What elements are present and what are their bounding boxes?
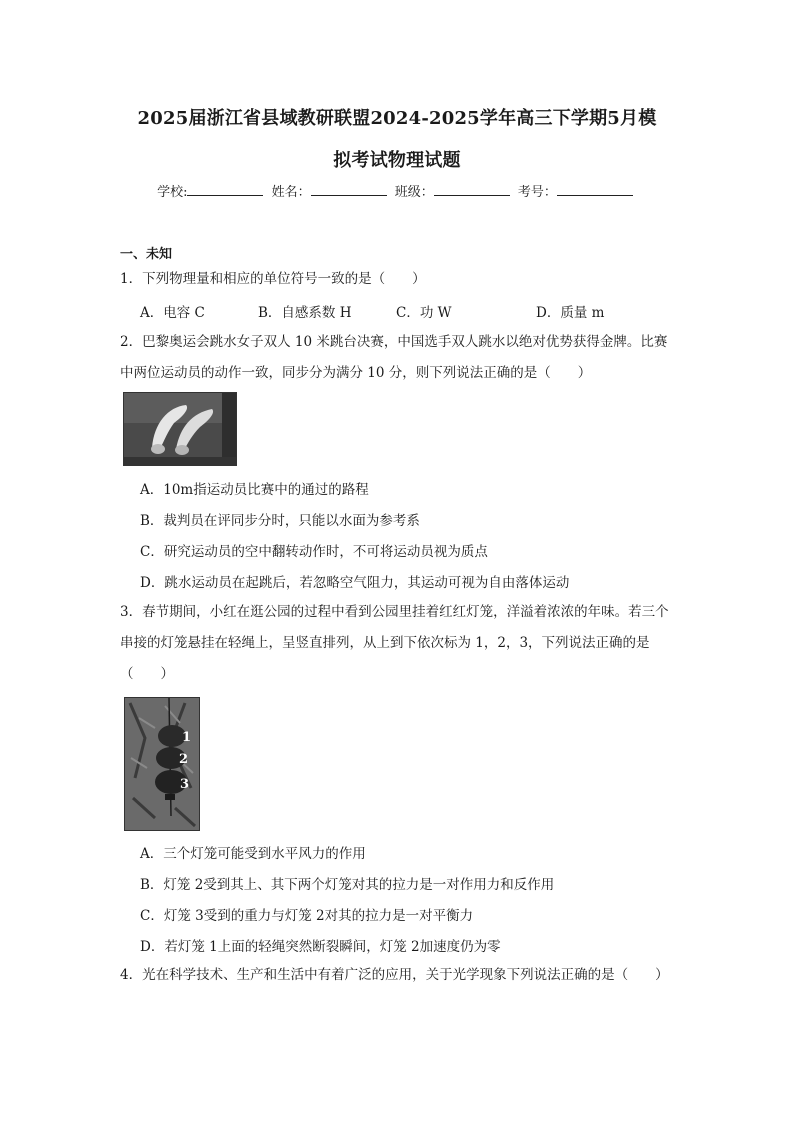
- school-blank: [187, 183, 263, 196]
- question-2-stem: 2．巴黎奥运会跳水女子双人 10 米跳台决赛，中国选手双人跳水以绝对优势获得金牌。比赛中两位运动员的动作一致，同步分为满分 10 分，则下列说法正确的是（ ）: [120, 334, 668, 381]
- id-blank: [557, 183, 633, 196]
- id-label: 考号：: [517, 185, 557, 200]
- q3-option-b: B．灯笼 2受到其上、其下两个灯笼对其的拉力是一对作用力和反作用: [140, 877, 555, 893]
- q1-option-a: A．电容 C: [140, 305, 205, 321]
- lantern-photo: [124, 697, 200, 831]
- q1-option-b: B．自感系数 H: [258, 305, 352, 321]
- lantern-label-1: 1: [182, 730, 192, 745]
- school-label: 学校:: [157, 185, 188, 200]
- q3-option-d: D．若灯笼 1上面的轻绳突然断裂瞬间，灯笼 2加速度仍为零: [140, 939, 501, 955]
- question-4-stem: 4．光在科学技术、生产和生活中有着广泛的应用，关于光学现象下列说法正确的是（ ）: [120, 967, 669, 983]
- class-blank: [434, 183, 510, 196]
- student-info-row: [0, 181, 794, 200]
- q2-option-c: C．研究运动员的空中翻转动作时，不可将运动员视为质点: [140, 544, 488, 560]
- q2-option-d: D．跳水运动员在起跳后，若忽略空气阻力，其运动可视为自由落体运动: [140, 575, 570, 591]
- q1-option-d: D．质量 m: [536, 305, 605, 321]
- document-title-line1: 2025届浙江省县域教研联盟2024-2025学年高三下学期5月模: [137, 108, 657, 129]
- section-heading: 一、未知: [120, 247, 173, 262]
- lantern-label-2: 2: [179, 752, 189, 767]
- name-blank: [311, 183, 387, 196]
- q1-option-c: C．功 W: [396, 305, 452, 321]
- question-3-stem: 3．春节期间，小红在逛公园的过程中看到公园里挂着红红灯笼，洋溢着浓浓的年味。若三个串接的灯笼悬挂在轻绳上，呈竖直排列，从上到下依次标为 1，2，3，下列说法正确的是（ ）: [120, 604, 669, 682]
- class-label: 班级：: [394, 185, 434, 200]
- q2-option-b: B．裁判员在评同步分时，只能以水面为参考系: [140, 513, 420, 529]
- name-label: 姓名：: [271, 185, 311, 200]
- q2-option-a: A．10m指运动员比赛中的通过的路程: [140, 482, 369, 498]
- question-1-stem: 1．下列物理量和相应的单位符号一致的是（ ）: [120, 271, 426, 287]
- q3-option-c: C．灯笼 3受到的重力与灯笼 2对其的拉力是一对平衡力: [140, 908, 474, 924]
- document-title-line2: 拟考试物理试题: [333, 150, 461, 171]
- lantern-label-3: 3: [180, 777, 190, 792]
- diving-photo: [123, 392, 237, 466]
- q3-option-a: A．三个灯笼可能受到水平风力的作用: [140, 846, 366, 862]
